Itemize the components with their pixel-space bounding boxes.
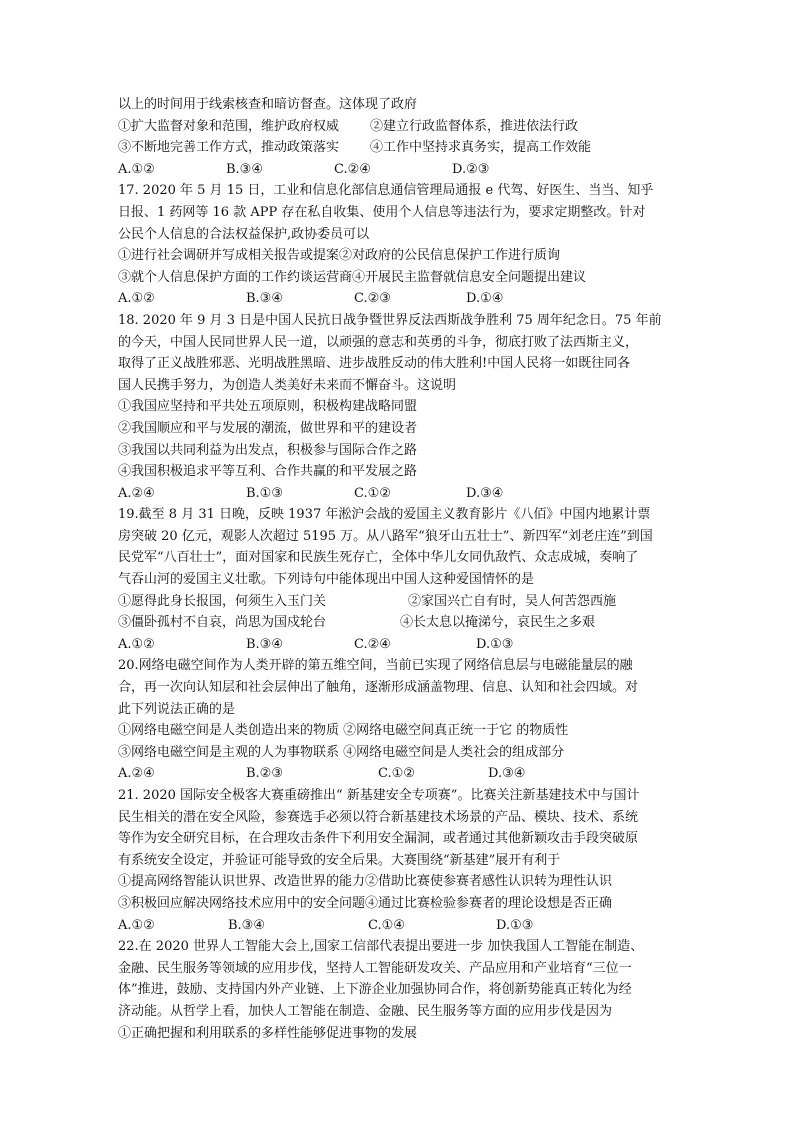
- stem-line: 的今天，中国人民同世界人民一道，以顽强的意志和英勇的斗争，彻底打败了法西斯主义，: [118, 334, 639, 350]
- stem-line: 取得了正义战胜邪恶、光明战胜黑暗、进步战胜反动的伟大胜利!中国人民将一如既往同各: [118, 356, 631, 372]
- exam-page: [118, 94, 678, 1044]
- answer-options: [118, 915, 678, 937]
- stem-line: 18. 2020 年 9 月 3 日是中国人民抗日战争暨世界反法西斯战争胜利 75 周年纪念日。75 年前: [118, 312, 662, 328]
- statement-1: ①扩大监督对象和范围，维护政府权威: [118, 118, 340, 134]
- statement-1: ①我国应坚持和平共处五项原则，积极构建战略同盟: [118, 399, 418, 415]
- stem-line: 19.截至 8 月 31 日晚，反映 1937 年淞沪会战的爱国主义教育影片《八佰》中国内地累计票: [118, 507, 651, 523]
- question-18: [118, 310, 678, 504]
- question-17: [118, 180, 678, 310]
- option-c: C.②④: [334, 161, 371, 177]
- option-a: A.①②: [118, 636, 155, 652]
- statement-2: ②家国兴亡自有时，吴人何苦怨西施: [408, 593, 617, 609]
- statement-row: ①网络电磁空间是人类创造出来的物质 ②网络电磁空间真正统一于它 的物质性: [118, 723, 569, 739]
- option-b: B.③④: [226, 161, 263, 177]
- option-d: D.③④: [466, 485, 504, 501]
- option-d: D.①④: [466, 291, 504, 307]
- statement-3: ③不断地完善工作方式，推动政策落实: [118, 140, 340, 156]
- option-d: D.①③: [476, 636, 514, 652]
- option-c: C.①②: [354, 485, 391, 501]
- statement-4: ④我国积极追求平等互利、合作共赢的和平发展之路: [118, 464, 418, 480]
- option-b: B.③④: [246, 636, 283, 652]
- option-c: C.②④: [354, 636, 391, 652]
- statement-4: ④长太息以掩涕兮，哀民生之多艰: [400, 615, 596, 631]
- answer-options: [118, 483, 678, 505]
- stem-line: 合，再一次向认知层和社会层伸出了触角，逐渐形成涵盖物理、信息、认知和社会四域。对: [118, 680, 639, 696]
- stem-line: 21. 2020 国际安全极客大赛重磅推出“ 新基建安全专项赛”。比赛关注新基建技术中与国计: [118, 788, 640, 803]
- statement-1: ①愿得此身长报国，何须生入玉门关: [118, 593, 327, 609]
- question-16-tail: [118, 94, 678, 180]
- answer-options: [118, 763, 678, 785]
- stem-line: 济动能。从哲学上看，加快人工智能在制造、金融、民生服务等方面的应用步伐是因为: [118, 1003, 613, 1019]
- option-c: C.①④: [368, 917, 405, 933]
- statement-row: [118, 116, 678, 138]
- question-19: [118, 504, 678, 655]
- option-c: C.①②: [378, 766, 415, 782]
- statement-2: ②建立行政监督体系，推进依法行政: [370, 118, 579, 134]
- stem-line: 17. 2020 年 5 月 15 日，工业和信息化部信息通信管理局通报 e 代驾、好医生、当当、知乎: [118, 183, 654, 199]
- statement-row: ①提高网络智能认识世界、改造世界的能力②借助比赛使参赛者感性认识转为理性认识: [118, 874, 613, 890]
- answer-options: [118, 288, 678, 310]
- option-a: A.①②: [118, 161, 155, 177]
- stem-line: 20.网络电磁空间作为人类开辟的第五维空间，当前已实现了网络信息层与电磁能量层的融: [118, 658, 633, 674]
- stem-line: 房突破 20 亿元，观影人次超过 5195 万。从八路军“狼牙山五壮士”、新四军“刘老庄连”到国: [118, 528, 653, 544]
- answer-options: [118, 634, 678, 656]
- option-d: D.②③: [452, 161, 490, 177]
- statement-1: ①正确把握和利用联系的多样性能够促进事物的发展: [118, 1025, 418, 1041]
- statement-row: [118, 137, 678, 159]
- answer-options: [118, 159, 678, 181]
- option-b: B.③④: [246, 291, 283, 307]
- stem-line: 民生相关的潜在安全风险，参赛选手必须以符合新基建技术场景的产品、模块、技术、系统: [118, 809, 639, 825]
- stem-line: 国人民携手努力，为创造人类美好未来而不懈奋斗。这说明: [118, 377, 457, 393]
- stem-line: 公民个人信息的合法权益保护,政协委员可以: [118, 226, 370, 242]
- option-a: A.①②: [118, 917, 155, 933]
- option-b: B.②③: [246, 766, 283, 782]
- option-b: B.①③: [246, 485, 283, 501]
- option-b: B.③④: [228, 917, 265, 933]
- option-a: A.①②: [118, 291, 155, 307]
- stem-line: 日报、1 药网等 16 款 APP 存在私自收集、使用个人信息等违法行为，要求定期整改。针对: [118, 204, 646, 220]
- option-a: A.②④: [118, 485, 155, 501]
- question-21: [118, 785, 678, 936]
- statement-3: ③僵卧孤村不自哀，尚思为国戍轮台: [118, 615, 327, 631]
- stem-line: 以上的时间用于线索核查和暗访督查。这体现了政府: [118, 97, 418, 112]
- stem-line: 气吞山河的爱国主义壮歌。下列诗句中能体现出中国人这种爱国情怀的是: [118, 572, 535, 588]
- statement-4: ④工作中坚持求真务实，提高工作效能: [370, 140, 592, 156]
- option-d: D.①③: [496, 917, 534, 933]
- stem-line: 体”推进，鼓励、支持国内外产业链、上下游企业加强协同合作，将创新势能真正转化为经: [118, 982, 632, 998]
- question-22: [118, 936, 678, 1044]
- statement-2: ②我国顺应和平与发展的潮流，做世界和平的建设者: [118, 420, 418, 436]
- stem-line: 有系统安全设定，并验证可能导致的安全后果。大赛围绕“新基建”展开有利于: [118, 852, 561, 868]
- stem-line: 此下列说法正确的是: [118, 701, 236, 717]
- statement-row: ③积极回应解决网络技术应用中的安全问题④通过比赛检验参赛者的理论设想是否正确: [118, 895, 613, 911]
- statement-3: ③我国以共同利益为出发点，积极参与国际合作之路: [118, 442, 418, 458]
- statement-row: ③就个人信息保护方面的工作约谈运营商④开展民主监督就信息安全问题提出建议: [118, 269, 587, 285]
- stem-line: 等作为安全研究目标，在合理攻击条件下利用安全漏洞，或者通过其他新颖攻击手段突破原: [118, 831, 639, 847]
- stem-line: 民党军“八百壮士”，面对国家和民族生死存亡，全体中华儿女同仇敌忾、众志成城，奏响了: [118, 550, 639, 566]
- option-c: C.②③: [354, 291, 391, 307]
- option-a: A.②④: [118, 766, 155, 782]
- statement-row: ③网络电磁空间是主观的人为事物联系 ④网络电磁空间是人类社会的组成部分: [118, 744, 565, 760]
- statement-row: [118, 591, 678, 613]
- stem-line: 金融、民生服务等领域的应用步伐，坚持人工智能研发攻关、产品应用和产业培育“三位一: [118, 960, 632, 976]
- option-d: D.③④: [488, 766, 526, 782]
- statement-row: ①进行社会调研并写成相关报告或提案②对政府的公民信息保护工作进行质询: [118, 248, 561, 264]
- statement-row: [118, 612, 678, 634]
- question-20: [118, 655, 678, 785]
- stem-line: 22.在 2020 世界人工智能大会上,国家工信部代表提出要进一步 加快我国人工智能在制造、: [118, 939, 644, 955]
